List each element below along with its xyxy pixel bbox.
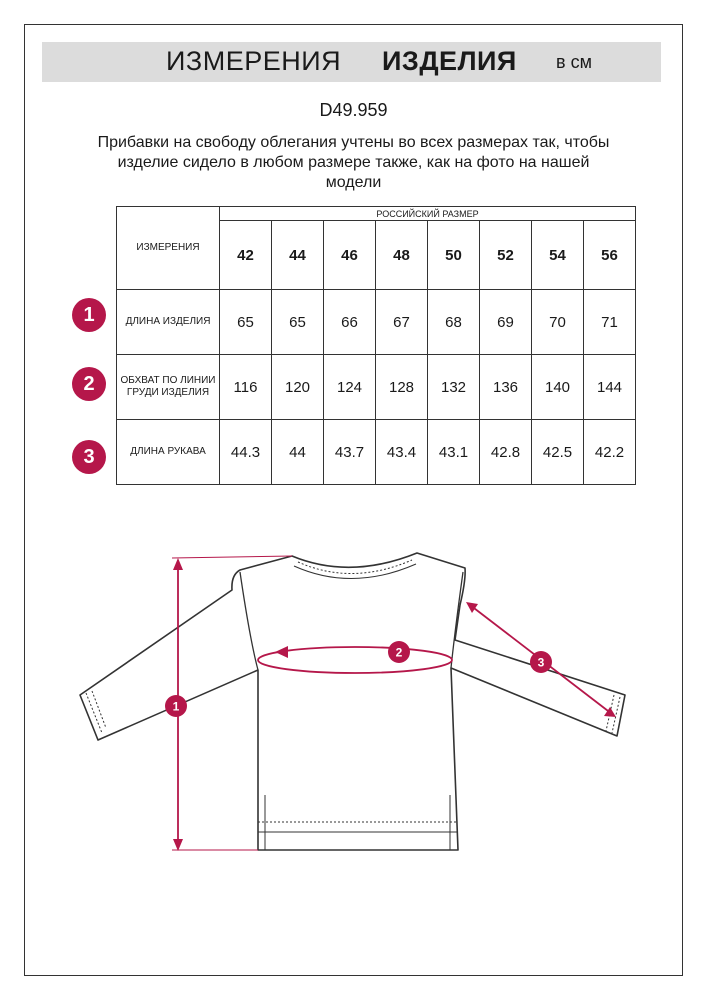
table-cell: 71 <box>584 290 636 355</box>
row-label: ДЛИНА РУКАВА <box>117 420 220 485</box>
table-row <box>117 355 636 420</box>
armhole-right <box>451 572 463 668</box>
table-cell: 43.7 <box>324 420 376 485</box>
table-cell: 44.3 <box>220 420 272 485</box>
marker-1-label: 1 <box>172 699 180 714</box>
row-label: ДЛИНА ИЗДЕЛИЯ <box>117 290 220 355</box>
size-header: 56 <box>584 221 636 290</box>
product-code: D49.959 <box>319 100 388 120</box>
table-cell: 69 <box>480 290 532 355</box>
table-cell: 132 <box>428 355 480 420</box>
size-header: 42 <box>220 221 272 290</box>
table-cell: 120 <box>272 355 324 420</box>
marker-2-label: 2 <box>395 645 403 660</box>
table-row <box>117 420 636 485</box>
table-cell: 128 <box>376 355 428 420</box>
size-header: 44 <box>272 221 324 290</box>
table-cell: 70 <box>532 290 584 355</box>
row-badge-1: 1 <box>72 298 106 332</box>
size-header: 46 <box>324 221 376 290</box>
table-cell: 42.8 <box>480 420 532 485</box>
corner-label: ИЗМЕРЕНИЯ <box>117 207 220 290</box>
table-cell: 68 <box>428 290 480 355</box>
table-cell: 67 <box>376 290 428 355</box>
table-cell: 116 <box>220 355 272 420</box>
armhole-left <box>240 572 258 670</box>
cuff-left-stitch <box>86 693 102 733</box>
table-cell: 124 <box>324 355 376 420</box>
title-bar <box>42 42 661 82</box>
table-cell: 65 <box>272 290 324 355</box>
row-badge-3: 3 <box>72 440 106 474</box>
table-cell: 43.1 <box>428 420 480 485</box>
size-header: 52 <box>480 221 532 290</box>
table-cell: 140 <box>532 355 584 420</box>
fit-note: Прибавки на свободу облегания учтены во всех размерах так, чтобы изделие сидело в любом размере также, как на фото на нашей модели <box>97 134 610 191</box>
garment-diagram <box>0 520 707 870</box>
sweater-outline <box>80 553 625 850</box>
size-header: 50 <box>428 221 480 290</box>
russian-size-header: РОССИЙСКИЙ РАЗМЕР <box>220 207 636 221</box>
row-label: ОБХВАТ ПО ЛИНИИ ГРУДИ ИЗДЕЛИЯ <box>117 355 220 420</box>
table-cell: 65 <box>220 290 272 355</box>
title-measurements: ИЗМЕРЕНИЯ <box>166 46 342 76</box>
table-cell: 136 <box>480 355 532 420</box>
title-units: в см <box>556 52 592 72</box>
length-guide-top <box>172 556 292 558</box>
size-table <box>116 206 636 485</box>
row-badge-2: 2 <box>72 367 106 401</box>
table-cell: 66 <box>324 290 376 355</box>
table-row <box>117 290 636 355</box>
table-cell: 144 <box>584 355 636 420</box>
title-product: ИЗДЕЛИЯ <box>382 46 517 76</box>
marker-3-label: 3 <box>537 655 545 670</box>
size-header: 48 <box>376 221 428 290</box>
size-header: 54 <box>532 221 584 290</box>
table-cell: 42.2 <box>584 420 636 485</box>
table-cell: 44 <box>272 420 324 485</box>
table-cell: 42.5 <box>532 420 584 485</box>
table-cell: 43.4 <box>376 420 428 485</box>
